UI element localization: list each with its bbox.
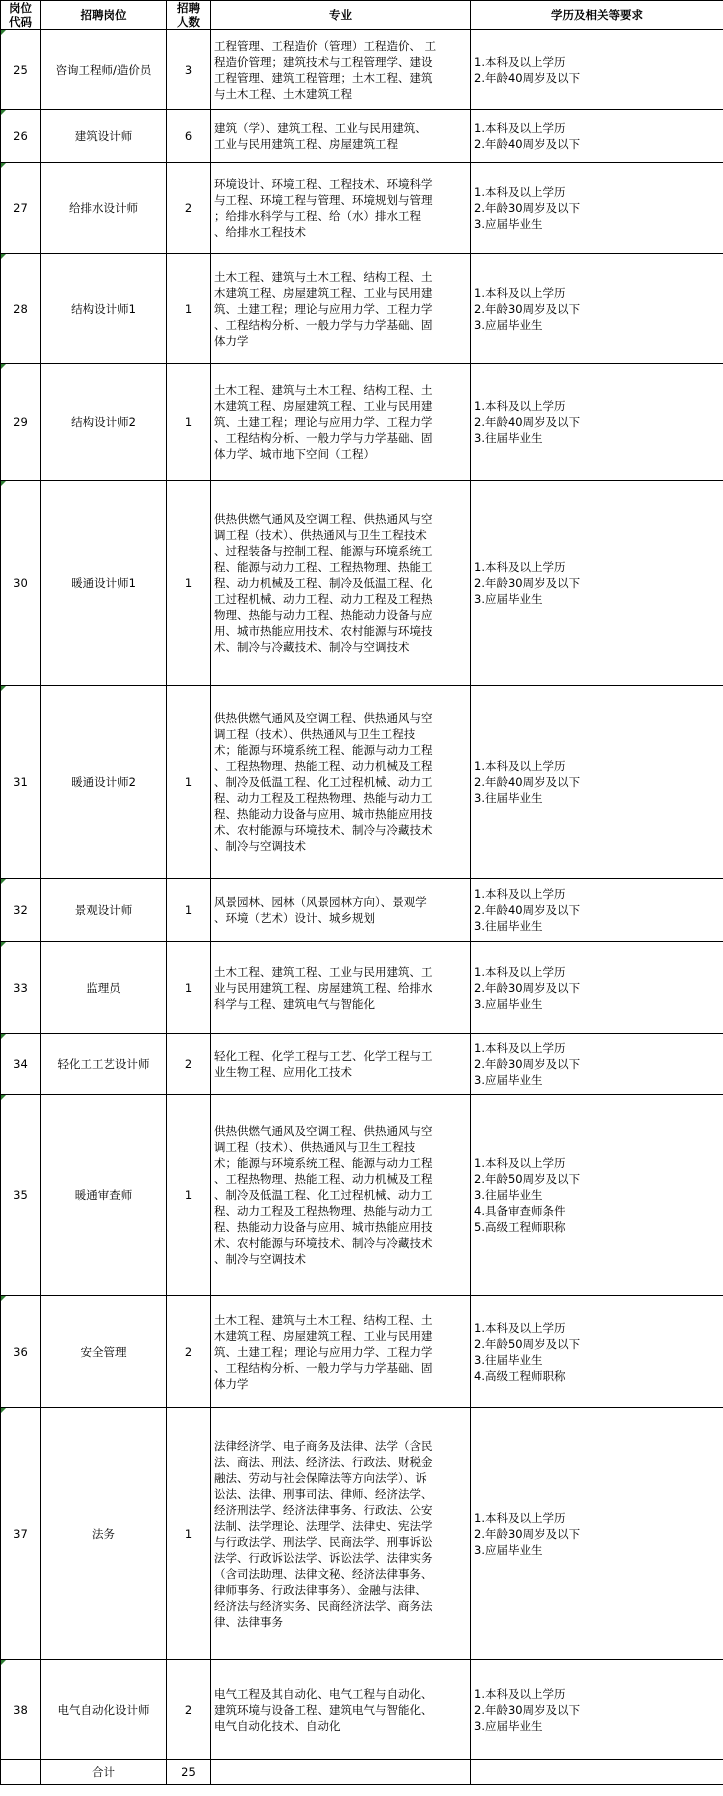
row-requirements: 1.本科及以上学历 2.年龄30周岁及以下 3.应届毕业生 <box>471 1408 723 1660</box>
row-count: 2 <box>167 1296 211 1408</box>
table-row <box>1 1034 723 1095</box>
row-requirements: 1.本科及以上学历 2.年龄40周岁及以下 3.往届毕业生 <box>471 879 723 942</box>
cell-marker <box>1 1660 6 1665</box>
row-count: 1 <box>167 254 211 364</box>
cell-marker <box>1 110 6 115</box>
header-requirements: 学历及相关等要求 <box>471 1 723 30</box>
row-position: 法务 <box>41 1408 167 1660</box>
row-requirements: 1.本科及以上学历 2.年龄40周岁及以下 <box>471 110 723 163</box>
row-code: 26 <box>1 110 41 163</box>
total-empty-cell <box>471 1760 723 1785</box>
row-code: 29 <box>1 364 41 481</box>
row-requirements: 1.本科及以上学历 2.年龄40周岁及以下 3.往届毕业生 <box>471 686 723 879</box>
row-position: 暖通审查师 <box>41 1095 167 1296</box>
row-major: 土木工程、建筑与土木工程、结构工程、土 木建筑工程、房屋建筑工程、工业与民用建 筑、土建工程；理论与应用力学、工程力学 、工程结构分析、一般力学与力学基础、固 体力学 <box>211 1296 471 1408</box>
row-requirements: 1.本科及以上学历 2.年龄30周岁及以下 3.应届毕业生 <box>471 254 723 364</box>
table-row <box>1 30 723 110</box>
table-row <box>1 110 723 163</box>
cell-marker <box>1 1095 6 1100</box>
row-position: 给排水设计师 <box>41 163 167 254</box>
table-row <box>1 879 723 942</box>
row-code: 36 <box>1 1296 41 1408</box>
row-count: 1 <box>167 942 211 1034</box>
row-code: 34 <box>1 1034 41 1095</box>
cell-marker <box>1 254 6 259</box>
row-requirements: 1.本科及以上学历 2.年龄30周岁及以下 3.应届毕业生 <box>471 163 723 254</box>
row-count: 3 <box>167 30 211 110</box>
row-position: 暖通设计师2 <box>41 686 167 879</box>
row-code: 37 <box>1 1408 41 1660</box>
row-position: 轻化工工艺设计师 <box>41 1034 167 1095</box>
total-row <box>1 1760 723 1785</box>
header-position: 招聘岗位 <box>41 1 167 30</box>
row-major: 供热供燃气通风及空调工程、供热通风与空 调工程（技术）、供热通风与卫生工程技术 、过程装备与控制工程、能源与环境系统工 程、能源与动力工程、工程热物理、热能工 程、动力机械及工程、制冷及低温工程、化 工过程机械、动力工程、动力工程及工程热 物理、热能与动力工程、热能动力设备与应 用、城市热能应用技术、农村能源与环境技 术、制冷与冷藏技术、制冷与空调技术 <box>211 481 471 686</box>
total-value: 25 <box>167 1760 211 1785</box>
table-row <box>1 1296 723 1408</box>
row-code: 25 <box>1 30 41 110</box>
row-requirements: 1.本科及以上学历 2.年龄50周岁及以下 3.往届毕业生 4.具备审查师条件 5.高级工程师职称 <box>471 1095 723 1296</box>
row-position: 电气自动化设计师 <box>41 1660 167 1760</box>
row-position: 建筑设计师 <box>41 110 167 163</box>
row-code: 32 <box>1 879 41 942</box>
row-position: 安全管理 <box>41 1296 167 1408</box>
row-major: 电气工程及其自动化、电气工程与自动化、 建筑环境与设备工程、建筑电气与智能化、 电气自动化技术、自动化 <box>211 1660 471 1760</box>
row-code: 38 <box>1 1660 41 1760</box>
row-requirements: 1.本科及以上学历 2.年龄30周岁及以下 3.应届毕业生 <box>471 481 723 686</box>
row-code: 27 <box>1 163 41 254</box>
total-label: 合计 <box>41 1760 167 1785</box>
row-requirements: 1.本科及以上学历 2.年龄30周岁及以下 3.应届毕业生 <box>471 942 723 1034</box>
row-position: 咨询工程师/造价员 <box>41 30 167 110</box>
cell-marker <box>1 879 6 884</box>
total-empty-cell <box>1 1760 41 1785</box>
header-code: 岗位 代码 <box>1 1 41 30</box>
table-row <box>1 364 723 481</box>
row-count: 2 <box>167 1660 211 1760</box>
header-count: 招聘 人数 <box>167 1 211 30</box>
row-requirements: 1.本科及以上学历 2.年龄40周岁及以下 3.往届毕业生 <box>471 364 723 481</box>
header-row <box>1 1 723 30</box>
cell-marker <box>1 1296 6 1301</box>
cell-marker <box>1 1034 6 1039</box>
row-count: 1 <box>167 686 211 879</box>
row-position: 监理员 <box>41 942 167 1034</box>
row-requirements: 1.本科及以上学历 2.年龄40周岁及以下 <box>471 30 723 110</box>
cell-marker <box>1 686 6 691</box>
total-empty-cell <box>211 1760 471 1785</box>
header-major: 专业 <box>211 1 471 30</box>
row-major: 轻化工程、化学工程与工艺、化学工程与工 业生物工程、应用化工技术 <box>211 1034 471 1095</box>
row-position: 结构设计师2 <box>41 364 167 481</box>
table-row <box>1 163 723 254</box>
row-count: 1 <box>167 879 211 942</box>
row-requirements: 1.本科及以上学历 2.年龄50周岁及以下 3.往届毕业生 4.高级工程师职称 <box>471 1296 723 1408</box>
row-count: 1 <box>167 481 211 686</box>
table-row <box>1 942 723 1034</box>
cell-marker <box>1 163 6 168</box>
row-code: 30 <box>1 481 41 686</box>
row-major: 土木工程、建筑工程、工业与民用建筑、工 业与民用建筑工程、房屋建筑工程、给排水 科学与工程、建筑电气与智能化 <box>211 942 471 1034</box>
row-position: 暖通设计师1 <box>41 481 167 686</box>
row-major: 风景园林、园林（风景园林方向）、景观学 、环境（艺术）设计、城乡规划 <box>211 879 471 942</box>
row-count: 1 <box>167 1408 211 1660</box>
row-requirements: 1.本科及以上学历 2.年龄30周岁及以下 3.应届毕业生 <box>471 1660 723 1760</box>
table-row <box>1 1408 723 1660</box>
cell-marker <box>1 364 6 369</box>
row-count: 1 <box>167 1095 211 1296</box>
row-code: 35 <box>1 1095 41 1296</box>
row-position: 结构设计师1 <box>41 254 167 364</box>
row-count: 1 <box>167 364 211 481</box>
row-major: 土木工程、建筑与土木工程、结构工程、土 木建筑工程、房屋建筑工程、工业与民用建 筑、土建工程；理论与应用力学、工程力学 、工程结构分析、一般力学与力学基础、固 体力学 <box>211 254 471 364</box>
table-row <box>1 1095 723 1296</box>
table-row <box>1 254 723 364</box>
row-code: 28 <box>1 254 41 364</box>
row-count: 2 <box>167 1034 211 1095</box>
row-major: 建筑（学）、建筑工程、工业与民用建筑、 工业与民用建筑工程、房屋建筑工程 <box>211 110 471 163</box>
cell-marker <box>1 481 6 486</box>
row-major: 供热供燃气通风及空调工程、供热通风与空 调工程（技术）、供热通风与卫生工程技 术；能源与环境系统工程、能源与动力工程 、工程热物理、热能工程、动力机械及工程 、制冷及低温工程、化工过程机械、动力工 程、动力工程及工程热物理、热能与动力工 程、热能动力设备与应用、城市热能应用技 术、农村能源与环境技术、制冷与冷藏技术 、制冷与空调技术 <box>211 1095 471 1296</box>
row-count: 2 <box>167 163 211 254</box>
row-code: 31 <box>1 686 41 879</box>
table-row <box>1 686 723 879</box>
row-major: 环境设计、环境工程、工程技术、环境科学 与工程、环境工程与管理、环境规划与管理 ；给排水科学与工程、给（水）排水工程 、给排水工程技术 <box>211 163 471 254</box>
row-requirements: 1.本科及以上学历 2.年龄30周岁及以下 3.应届毕业生 <box>471 1034 723 1095</box>
row-major: 土木工程、建筑与土木工程、结构工程、土 木建筑工程、房屋建筑工程、工业与民用建 筑、土建工程；理论与应用力学、工程力学 、工程结构分析、一般力学与力学基础、固 体力学、城市地下空间（工程） <box>211 364 471 481</box>
cell-marker <box>1 942 6 947</box>
row-major: 法律经济学、电子商务及法律、法学（含民 法、商法、刑法、经济法、行政法、财税金 融法、劳动与社会保障法等方向法学）、诉 讼法、法律、刑事司法、律师、经济法学、 经济刑法学、经济法律事务、行政法、公安 法制、法学理论、法理学、法律史、宪法学 与行政法学、刑法学、民商法学、刑事诉讼 法学、行政诉讼法学、诉讼法学、法律实务 （含司法助理、法律文秘、经济法律事务、 律师事务、行政法律事务）、金融与法律、 经济法与经济实务、民商经济法学、商务法 律、法律事务 <box>211 1408 471 1660</box>
row-major: 工程管理、工程造价（管理）工程造价、 工 程造价管理；建筑技术与工程管理学、建设 工程管理、建筑工程管理；土木工程、建筑 与土木工程、土木建筑工程 <box>211 30 471 110</box>
row-major: 供热供燃气通风及空调工程、供热通风与空 调工程（技术）、供热通风与卫生工程技 术；能源与环境系统工程、能源与动力工程 、工程热物理、热能工程、动力机械及工程 、制冷及低温工程、化工过程机械、动力工 程、动力工程及工程热物理、热能与动力工 程、热能动力设备与应用、城市热能应用技 术、农村能源与环境技术、制冷与冷藏技术 、制冷与空调技术 <box>211 686 471 879</box>
cell-marker <box>1 1408 6 1413</box>
row-position: 景观设计师 <box>41 879 167 942</box>
cell-marker <box>1 30 6 35</box>
table-row <box>1 481 723 686</box>
row-count: 6 <box>167 110 211 163</box>
table-row <box>1 1660 723 1760</box>
row-code: 33 <box>1 942 41 1034</box>
